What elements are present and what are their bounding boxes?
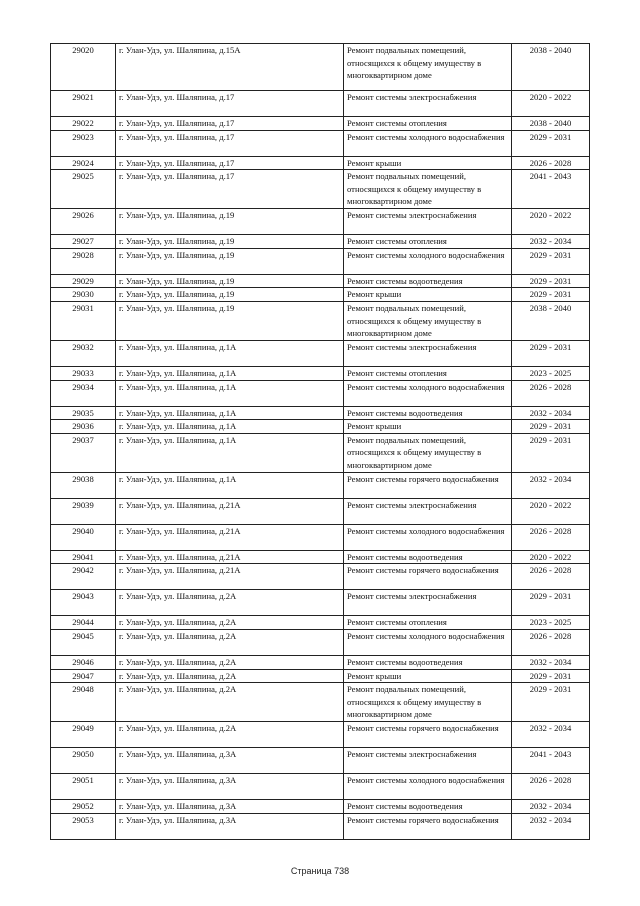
row-number: 29025 bbox=[51, 170, 116, 209]
row-number: 29029 bbox=[51, 274, 116, 288]
table-row bbox=[51, 524, 590, 550]
row-work-type: Ремонт системы отопления bbox=[344, 235, 512, 249]
table-row bbox=[51, 288, 590, 302]
table-row bbox=[51, 472, 590, 498]
row-work-type: Ремонт системы отопления bbox=[344, 616, 512, 630]
table-row bbox=[51, 433, 590, 472]
table-row bbox=[51, 248, 590, 274]
row-work-type: Ремонт системы холодного водоснабжения bbox=[344, 248, 512, 274]
row-number: 29042 bbox=[51, 564, 116, 590]
row-number: 29045 bbox=[51, 629, 116, 655]
row-period: 2029 - 2031 bbox=[512, 683, 590, 722]
row-work-type: Ремонт подвальных помещений, относящихся к общему имуществу в многоквартирном доме bbox=[344, 683, 512, 722]
row-number: 29020 bbox=[51, 44, 116, 91]
row-number: 29023 bbox=[51, 130, 116, 156]
row-work-type: Ремонт системы холодного водоснабжения bbox=[344, 380, 512, 406]
table-row bbox=[51, 117, 590, 131]
table-row bbox=[51, 813, 590, 839]
table-row bbox=[51, 420, 590, 434]
row-period: 2029 - 2031 bbox=[512, 420, 590, 434]
row-period: 2029 - 2031 bbox=[512, 130, 590, 156]
row-address: г. Улан-Удэ, ул. Шаляпина, д.21А bbox=[116, 550, 344, 564]
table-row bbox=[51, 209, 590, 235]
row-number: 29028 bbox=[51, 248, 116, 274]
row-number: 29053 bbox=[51, 813, 116, 839]
row-number: 29033 bbox=[51, 366, 116, 380]
table-row bbox=[51, 655, 590, 669]
row-period: 2041 - 2043 bbox=[512, 748, 590, 774]
table-row bbox=[51, 235, 590, 249]
row-work-type: Ремонт системы водоотведения bbox=[344, 274, 512, 288]
row-address: г. Улан-Удэ, ул. Шаляпина, д.1А bbox=[116, 420, 344, 434]
row-number: 29052 bbox=[51, 800, 116, 814]
row-address: г. Улан-Удэ, ул. Шаляпина, д.19 bbox=[116, 248, 344, 274]
row-work-type: Ремонт крыши bbox=[344, 669, 512, 683]
table-body bbox=[51, 44, 590, 840]
row-address: г. Улан-Удэ, ул. Шаляпина, д.1А bbox=[116, 340, 344, 366]
table-row bbox=[51, 380, 590, 406]
row-number: 29022 bbox=[51, 117, 116, 131]
row-period: 2020 - 2022 bbox=[512, 209, 590, 235]
row-period: 2026 - 2028 bbox=[512, 380, 590, 406]
row-work-type: Ремонт системы водоотведения bbox=[344, 800, 512, 814]
row-work-type: Ремонт системы электроснабжения bbox=[344, 748, 512, 774]
row-number: 29048 bbox=[51, 683, 116, 722]
row-address: г. Улан-Удэ, ул. Шаляпина, д.2А bbox=[116, 616, 344, 630]
row-number: 29038 bbox=[51, 472, 116, 498]
table-row bbox=[51, 91, 590, 117]
row-address: г. Улан-Удэ, ул. Шаляпина, д.2А bbox=[116, 655, 344, 669]
row-period: 2026 - 2028 bbox=[512, 156, 590, 170]
row-address: г. Улан-Удэ, ул. Шаляпина, д.19 bbox=[116, 209, 344, 235]
row-work-type: Ремонт подвальных помещений, относящихся к общему имуществу в многоквартирном доме bbox=[344, 170, 512, 209]
row-period: 2032 - 2034 bbox=[512, 800, 590, 814]
row-address: г. Улан-Удэ, ул. Шаляпина, д.1А bbox=[116, 433, 344, 472]
row-work-type: Ремонт системы холодного водоснабжения bbox=[344, 629, 512, 655]
row-address: г. Улан-Удэ, ул. Шаляпина, д.2А bbox=[116, 590, 344, 616]
row-number: 29036 bbox=[51, 420, 116, 434]
row-number: 29031 bbox=[51, 301, 116, 340]
row-address: г. Улан-Удэ, ул. Шаляпина, д.1А bbox=[116, 366, 344, 380]
row-period: 2032 - 2034 bbox=[512, 406, 590, 420]
row-number: 29049 bbox=[51, 722, 116, 748]
row-address: г. Улан-Удэ, ул. Шаляпина, д.1А bbox=[116, 406, 344, 420]
row-work-type: Ремонт системы водоотведения bbox=[344, 550, 512, 564]
row-address: г. Улан-Удэ, ул. Шаляпина, д.2А bbox=[116, 683, 344, 722]
row-work-type: Ремонт системы отопления bbox=[344, 366, 512, 380]
row-address: г. Улан-Удэ, ул. Шаляпина, д.21А bbox=[116, 564, 344, 590]
table-row bbox=[51, 301, 590, 340]
row-number: 29021 bbox=[51, 91, 116, 117]
page-number: Страница 738 bbox=[290, 866, 350, 876]
row-address: г. Улан-Удэ, ул. Шаляпина, д.15А bbox=[116, 44, 344, 91]
row-period: 2026 - 2028 bbox=[512, 524, 590, 550]
row-address: г. Улан-Удэ, ул. Шаляпина, д.17 bbox=[116, 170, 344, 209]
table-row bbox=[51, 748, 590, 774]
row-address: г. Улан-Удэ, ул. Шаляпина, д.21А bbox=[116, 498, 344, 524]
row-address: г. Улан-Удэ, ул. Шаляпина, д.17 bbox=[116, 156, 344, 170]
row-period: 2023 - 2025 bbox=[512, 616, 590, 630]
table-row bbox=[51, 366, 590, 380]
row-work-type: Ремонт системы холодного водоснабжения bbox=[344, 130, 512, 156]
row-period: 2029 - 2031 bbox=[512, 340, 590, 366]
table-row bbox=[51, 406, 590, 420]
row-address: г. Улан-Удэ, ул. Шаляпина, д.19 bbox=[116, 288, 344, 302]
row-address: г. Улан-Удэ, ул. Шаляпина, д.19 bbox=[116, 274, 344, 288]
table-row bbox=[51, 498, 590, 524]
table-row bbox=[51, 130, 590, 156]
row-number: 29024 bbox=[51, 156, 116, 170]
row-work-type: Ремонт крыши bbox=[344, 156, 512, 170]
row-address: г. Улан-Удэ, ул. Шаляпина, д.17 bbox=[116, 130, 344, 156]
row-period: 2029 - 2031 bbox=[512, 288, 590, 302]
row-period: 2020 - 2022 bbox=[512, 498, 590, 524]
row-period: 2038 - 2040 bbox=[512, 117, 590, 131]
row-number: 29050 bbox=[51, 748, 116, 774]
row-address: г. Улан-Удэ, ул. Шаляпина, д.17 bbox=[116, 91, 344, 117]
row-number: 29046 bbox=[51, 655, 116, 669]
table-row bbox=[51, 800, 590, 814]
row-address: г. Улан-Удэ, ул. Шаляпина, д.2А bbox=[116, 722, 344, 748]
table-row bbox=[51, 669, 590, 683]
table-row bbox=[51, 683, 590, 722]
row-period: 2038 - 2040 bbox=[512, 301, 590, 340]
table-row bbox=[51, 564, 590, 590]
table-row bbox=[51, 550, 590, 564]
row-number: 29043 bbox=[51, 590, 116, 616]
row-work-type: Ремонт системы холодного водоснабжения bbox=[344, 524, 512, 550]
row-work-type: Ремонт крыши bbox=[344, 420, 512, 434]
row-work-type: Ремонт системы водоотведения bbox=[344, 655, 512, 669]
row-number: 29040 bbox=[51, 524, 116, 550]
row-period: 2032 - 2034 bbox=[512, 235, 590, 249]
row-address: г. Улан-Удэ, ул. Шаляпина, д.21А bbox=[116, 524, 344, 550]
table-row bbox=[51, 629, 590, 655]
repair-schedule-table bbox=[50, 43, 590, 840]
row-period: 2023 - 2025 bbox=[512, 366, 590, 380]
row-work-type: Ремонт системы горячего водоснабжения bbox=[344, 722, 512, 748]
row-number: 29039 bbox=[51, 498, 116, 524]
table-row bbox=[51, 616, 590, 630]
row-work-type: Ремонт системы горячего водоснабжения bbox=[344, 813, 512, 839]
row-period: 2020 - 2022 bbox=[512, 91, 590, 117]
row-work-type: Ремонт системы холодного водоснабжения bbox=[344, 774, 512, 800]
row-period: 2038 - 2040 bbox=[512, 44, 590, 91]
row-work-type: Ремонт системы электроснабжения bbox=[344, 209, 512, 235]
row-number: 29034 bbox=[51, 380, 116, 406]
table-row bbox=[51, 170, 590, 209]
row-period: 2032 - 2034 bbox=[512, 722, 590, 748]
row-number: 29041 bbox=[51, 550, 116, 564]
row-address: г. Улан-Удэ, ул. Шаляпина, д.1А bbox=[116, 380, 344, 406]
row-address: г. Улан-Удэ, ул. Шаляпина, д.3А bbox=[116, 774, 344, 800]
row-work-type: Ремонт системы электроснабжения bbox=[344, 91, 512, 117]
row-address: г. Улан-Удэ, ул. Шаляпина, д.2А bbox=[116, 629, 344, 655]
row-period: 2029 - 2031 bbox=[512, 248, 590, 274]
row-period: 2026 - 2028 bbox=[512, 774, 590, 800]
row-period: 2026 - 2028 bbox=[512, 564, 590, 590]
row-address: г. Улан-Удэ, ул. Шаляпина, д.19 bbox=[116, 235, 344, 249]
table-row bbox=[51, 340, 590, 366]
row-work-type: Ремонт системы электроснабжения bbox=[344, 498, 512, 524]
row-number: 29044 bbox=[51, 616, 116, 630]
table-row bbox=[51, 774, 590, 800]
row-number: 29026 bbox=[51, 209, 116, 235]
row-address: г. Улан-Удэ, ул. Шаляпина, д.19 bbox=[116, 301, 344, 340]
row-work-type: Ремонт системы отопления bbox=[344, 117, 512, 131]
row-number: 29037 bbox=[51, 433, 116, 472]
row-work-type: Ремонт системы электроснабжения bbox=[344, 590, 512, 616]
row-period: 2029 - 2031 bbox=[512, 590, 590, 616]
row-work-type: Ремонт подвальных помещений, относящихся к общему имуществу в многоквартирном доме bbox=[344, 301, 512, 340]
row-period: 2032 - 2034 bbox=[512, 472, 590, 498]
row-address: г. Улан-Удэ, ул. Шаляпина, д.2А bbox=[116, 669, 344, 683]
row-address: г. Улан-Удэ, ул. Шаляпина, д.3А bbox=[116, 800, 344, 814]
row-work-type: Ремонт системы горячего водоснабжения bbox=[344, 564, 512, 590]
table-row bbox=[51, 590, 590, 616]
table-row bbox=[51, 156, 590, 170]
row-work-type: Ремонт подвальных помещений, относящихся к общему имуществу в многоквартирном доме bbox=[344, 44, 512, 91]
row-work-type: Ремонт подвальных помещений, относящихся к общему имуществу в многоквартирном доме bbox=[344, 433, 512, 472]
row-number: 29027 bbox=[51, 235, 116, 249]
row-number: 29047 bbox=[51, 669, 116, 683]
row-work-type: Ремонт системы электроснабжения bbox=[344, 340, 512, 366]
row-address: г. Улан-Удэ, ул. Шаляпина, д.3А bbox=[116, 813, 344, 839]
row-period: 2020 - 2022 bbox=[512, 550, 590, 564]
row-period: 2041 - 2043 bbox=[512, 170, 590, 209]
row-number: 29030 bbox=[51, 288, 116, 302]
row-number: 29035 bbox=[51, 406, 116, 420]
row-address: г. Улан-Удэ, ул. Шаляпина, д.17 bbox=[116, 117, 344, 131]
row-period: 2032 - 2034 bbox=[512, 813, 590, 839]
row-period: 2029 - 2031 bbox=[512, 669, 590, 683]
table-row bbox=[51, 274, 590, 288]
row-period: 2029 - 2031 bbox=[512, 274, 590, 288]
row-period: 2029 - 2031 bbox=[512, 433, 590, 472]
row-period: 2026 - 2028 bbox=[512, 629, 590, 655]
row-work-type: Ремонт крыши bbox=[344, 288, 512, 302]
table-row bbox=[51, 44, 590, 91]
row-work-type: Ремонт системы водоотведения bbox=[344, 406, 512, 420]
row-address: г. Улан-Удэ, ул. Шаляпина, д.3А bbox=[116, 748, 344, 774]
row-number: 29032 bbox=[51, 340, 116, 366]
row-address: г. Улан-Удэ, ул. Шаляпина, д.1А bbox=[116, 472, 344, 498]
row-work-type: Ремонт системы горячего водоснабжения bbox=[344, 472, 512, 498]
row-period: 2032 - 2034 bbox=[512, 655, 590, 669]
row-number: 29051 bbox=[51, 774, 116, 800]
table-row bbox=[51, 722, 590, 748]
